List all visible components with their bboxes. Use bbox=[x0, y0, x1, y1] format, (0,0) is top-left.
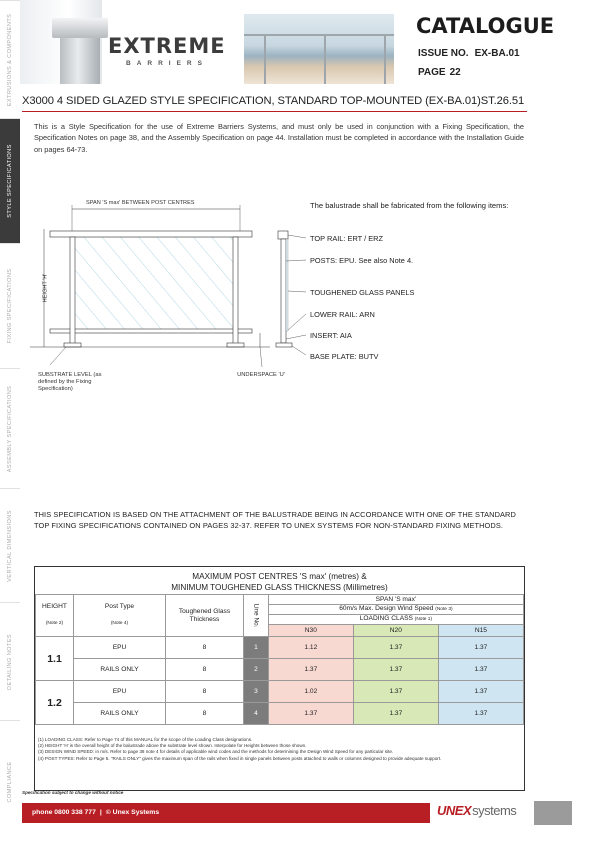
line-number: 2 bbox=[244, 659, 269, 681]
title-rule bbox=[22, 111, 527, 112]
item-base-plate: BASE PLATE: BUTV bbox=[310, 352, 379, 361]
tab-label: DETAILING NOTES bbox=[7, 633, 13, 690]
item-top-rail: TOP RAIL: ERT / ERZ bbox=[310, 234, 383, 243]
post-photo bbox=[20, 0, 102, 84]
fixing-statement: THIS SPECIFICATION IS BASED ON THE ATTACHMENT OF THE BALUSTRADE BEING IN ACCORDANCE WITH ONE OF THE STANDARD TOP FIXING SPECIFICATIONS CONTAINED ON PAGES 32-37. REFER TO UNEX SYSTEMS FOR NON-STANDARD FIXING METHODS. bbox=[34, 510, 516, 531]
height-value: 1.1 bbox=[36, 637, 74, 681]
glass-thickness: 8 bbox=[166, 659, 244, 681]
table-row bbox=[36, 637, 524, 659]
value-n30: 1.12 bbox=[268, 637, 353, 659]
note-3: (3) DESIGN WIND SPEED: in m/s. Refer to page 38 note 4 for details of applicable wind codes and the methods for determining the Design Wind Speed for any particular site. bbox=[38, 749, 394, 755]
value-n20: 1.37 bbox=[353, 681, 438, 703]
table-row bbox=[36, 681, 524, 703]
page-number: PAGE 22 bbox=[418, 67, 461, 78]
tab-label: VERTICAL DIMENSIONS bbox=[7, 509, 13, 582]
issue-number: ISSUE NO. EX-BA.01 bbox=[418, 48, 520, 59]
glass-thickness: 8 bbox=[166, 637, 244, 659]
class-n15: N15 bbox=[438, 625, 523, 637]
item-glass: TOUGHENED GLASS PANELS bbox=[310, 288, 415, 297]
intro-paragraph: This is a Style Specification for the use of Extreme Barriers Systems, and must only be used in conjunction with a Fixing Specification, the Specification Notes on page 38, and the Assembly Specification on page 44. Installation must be completed in accordance with the Installation Guide on pages 64-73. bbox=[34, 122, 524, 154]
value-n15: 1.37 bbox=[438, 681, 523, 703]
logo-subtitle: BARRIERS bbox=[126, 60, 208, 67]
spec-title: X3000 4 SIDED GLAZED STYLE SPECIFICATION, STANDARD TOP-MOUNTED (EX-BA.01)ST.26.51 bbox=[22, 95, 525, 107]
tab-label: ASSEMBLY SPECIFICATIONS bbox=[7, 385, 13, 472]
fabrication-intro: The balustrade shall be fabricated from the following items: bbox=[310, 201, 509, 210]
line-number: 1 bbox=[244, 637, 269, 659]
footer-contact: phone 0800 338 777 | © Unex Systems bbox=[32, 809, 160, 816]
post-type: RAILS ONLY bbox=[74, 659, 166, 681]
tab-assembly-specifications[interactable] bbox=[0, 368, 20, 488]
value-n15: 1.37 bbox=[438, 637, 523, 659]
line-number: 4 bbox=[244, 703, 269, 725]
note-1: (1) LOADING CLASS: Refer to Page 74 of this MANUAL for the scope of the Loading Class designations. bbox=[38, 737, 253, 742]
value-n30: 1.02 bbox=[268, 681, 353, 703]
span-table bbox=[35, 594, 524, 725]
catalogue-title: CATALOGUE bbox=[416, 14, 555, 38]
glass-thickness: 8 bbox=[166, 703, 244, 725]
post-type: RAILS ONLY bbox=[74, 703, 166, 725]
table-row bbox=[36, 659, 524, 681]
balustrade-photo bbox=[244, 14, 394, 84]
value-n20: 1.37 bbox=[353, 637, 438, 659]
item-posts: POSTS: EPU. See also Note 4. bbox=[310, 256, 414, 265]
item-insert: INSERT: AIA bbox=[310, 331, 352, 340]
table-title: MAXIMUM POST CENTRES 'S max' (metres) & MINIMUM TOUGHENED GLASS THICKNESS (Millimetres) bbox=[171, 572, 388, 592]
loading-header: LOADING CLASS (Note 1) bbox=[268, 615, 523, 625]
table-notes bbox=[38, 737, 522, 762]
unex-systems-logo: UNEXsystems bbox=[437, 803, 517, 818]
tab-label: COMPLIANCE bbox=[7, 761, 13, 802]
line-number: 3 bbox=[244, 681, 269, 703]
tab-detailing-notes[interactable] bbox=[0, 602, 20, 720]
corner-block bbox=[534, 801, 572, 825]
value-n15: 1.37 bbox=[438, 659, 523, 681]
height-label: HEIGHT 'H' bbox=[42, 273, 49, 303]
tab-extrusions[interactable] bbox=[0, 0, 20, 118]
tab-fixing-specifications[interactable] bbox=[0, 243, 20, 368]
post-cap-shape bbox=[52, 18, 108, 38]
tab-label: EXTRUSIONS & COMPONENTS bbox=[7, 13, 13, 106]
underspace-label: UNDERSPACE 'U' bbox=[237, 372, 285, 378]
tab-compliance[interactable] bbox=[0, 720, 20, 842]
extreme-barriers-logo bbox=[108, 32, 238, 78]
logo-wordmark: EXTREME bbox=[108, 34, 226, 58]
value-n30: 1.37 bbox=[268, 703, 353, 725]
side-tabs bbox=[0, 0, 20, 842]
tab-label: FIXING SPECIFICATIONS bbox=[7, 268, 13, 344]
value-n20: 1.37 bbox=[353, 703, 438, 725]
note-2: (2) HEIGHT 'H' is the overall height of the balustrade above the substrate level shown. Interpolate for Heights between those shown. bbox=[38, 743, 307, 749]
class-n30: N30 bbox=[268, 625, 353, 637]
value-n20: 1.37 bbox=[353, 659, 438, 681]
balustrade-elevation-diagram bbox=[30, 195, 320, 395]
substrate-label: SUBSTRATE LEVEL (as defined by the Fixing Specification) bbox=[38, 372, 102, 393]
value-n30: 1.37 bbox=[268, 659, 353, 681]
wind-header: 60m/s Max. Design Wind Speed (Note 3) bbox=[268, 605, 523, 615]
glass-header: Toughened Glass Thickness bbox=[166, 595, 244, 637]
tab-label: STYLE SPECIFICATIONS bbox=[7, 144, 13, 218]
height-value: 1.2 bbox=[36, 681, 74, 725]
line-no-header: Line No. bbox=[244, 595, 269, 637]
span-header: SPAN 'S max' bbox=[268, 595, 523, 605]
note-4: (4) POST TYPES: Refer to Page 5. "RAILS ONLY" gives the maximum span of the rails when fixed in single panels between posts attached to walls or columns designed to provide adequate support. bbox=[38, 755, 442, 761]
item-lower-rail: LOWER RAIL: ARN bbox=[310, 310, 375, 319]
disclaimer: Specification subject to change without notice bbox=[22, 790, 124, 795]
value-n15: 1.37 bbox=[438, 703, 523, 725]
glass-thickness: 8 bbox=[166, 681, 244, 703]
post-type-header: Post Type (Note 4) bbox=[74, 595, 166, 637]
post-type: EPU bbox=[74, 637, 166, 659]
tab-vertical-dimensions[interactable] bbox=[0, 488, 20, 602]
post-type: EPU bbox=[74, 681, 166, 703]
height-header: HEIGHT (Note 2) bbox=[36, 595, 74, 637]
class-n20: N20 bbox=[353, 625, 438, 637]
span-label: SPAN 'S max' BETWEEN POST CENTRES bbox=[86, 200, 195, 206]
table-row bbox=[36, 703, 524, 725]
tab-style-specifications[interactable] bbox=[0, 118, 20, 243]
